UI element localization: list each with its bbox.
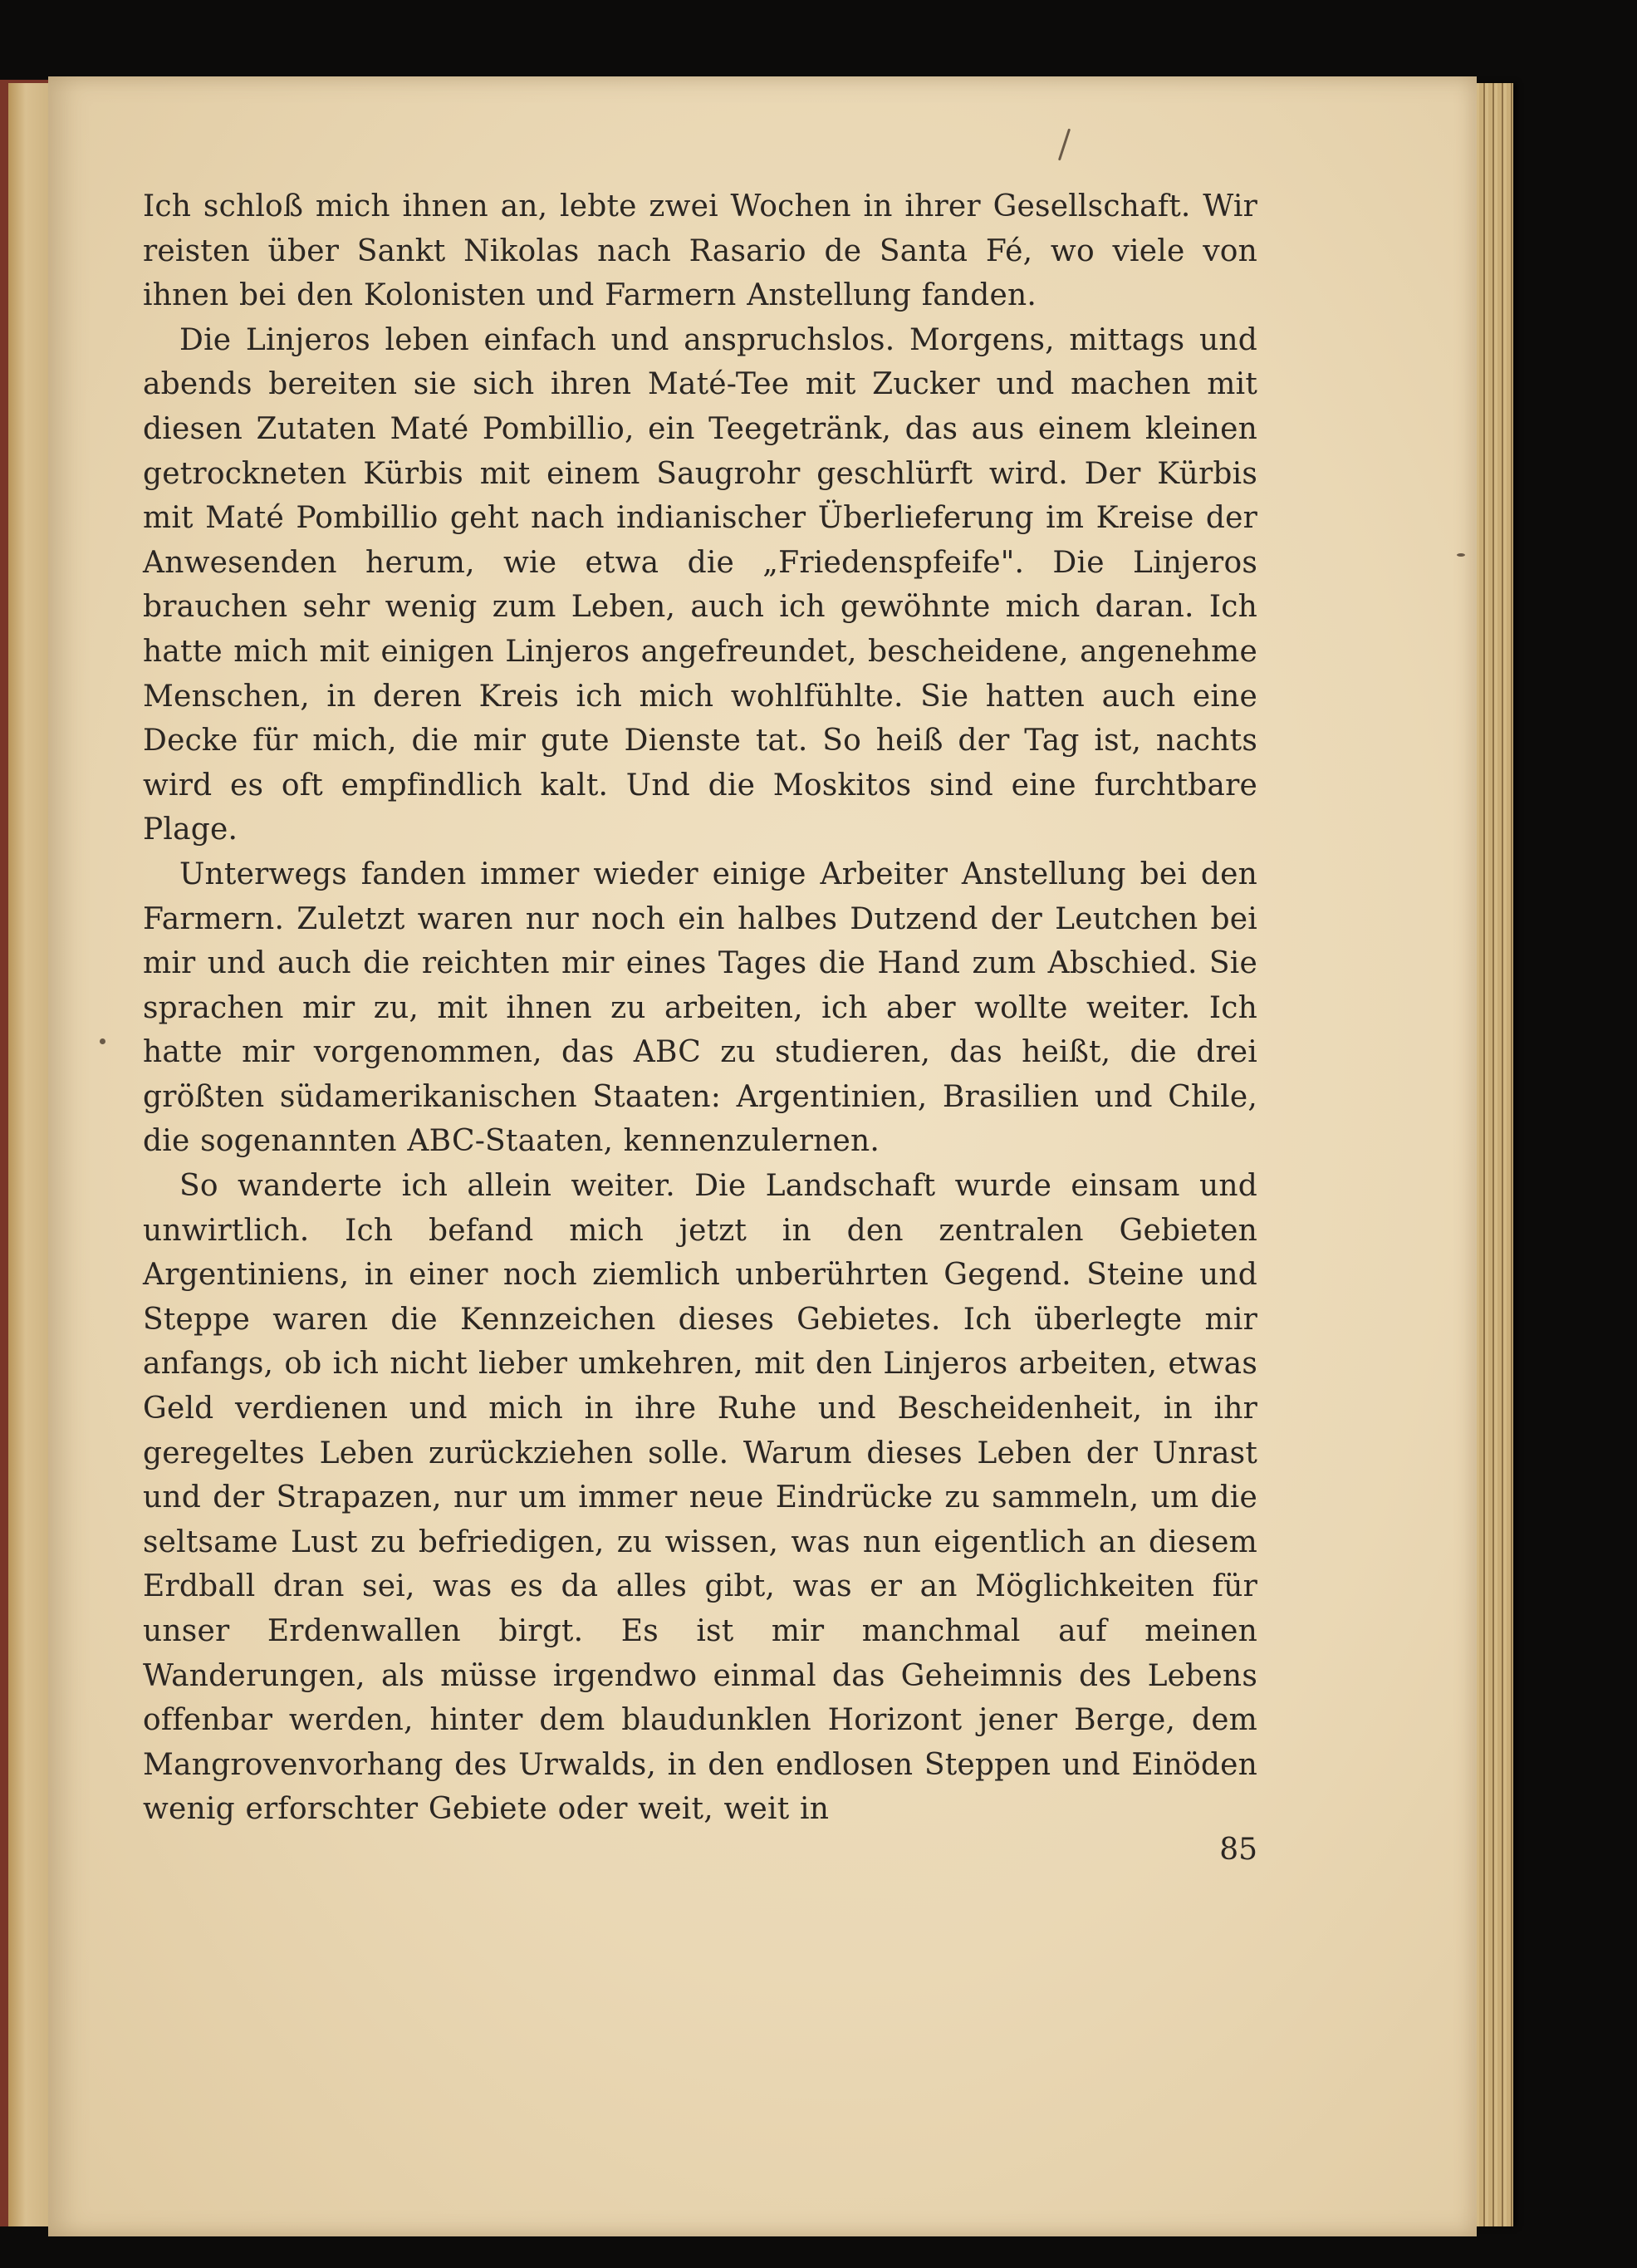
paragraph: Unterwegs fanden immer wieder einige Arbeiter Anstellung bei den Farmern. Zuletzt waren nur noch ein halbes Dutzend der Leutchen bei mir und auch die reichten mir eines Tages die Hand zum Abschied. Sie sprachen mir zu, mit ihnen zu arbeiten, ich aber wollte weiter. Ich hatte mir vorgenommen, das ABC zu studieren, das heißt, die drei größten südamerikanischen Staaten: Argentinien, Brasilien und Chile, die sogenannten ABC-Staaten, kennenzulernen. xyxy=(143,857,1257,1159)
previous-page-edge xyxy=(0,83,51,2226)
page-number: 85 xyxy=(1219,1833,1257,1867)
paragraph: So wanderte ich allein weiter. Die Landschaft wurde einsam und unwirtlich. Ich befand mich jetzt in den zentralen Gebieten Argentiniens, in einer noch ziemlich unberührten Gegend. Steine und Steppe waren die Kennzeichen dieses Gebietes. Ich überlegte mir anfangs, ob ich nicht lieber umkehren, mit den Linjeros arbeiten, etwas Geld verdienen und mich in ihre Ruhe und Bescheidenheit, in ihr geregeltes Leben zurückziehen solle. Warum dieses Leben der Unrast und der Strapazen, nur um immer neue Eindrücke zu sammeln, um die seltsame Lust zu befriedigen, zu wissen, was nun eigentlich an diesem Erdball dran sei, was es da alles gibt, was er an Möglichkeiten für unser Erdenwallen birgt. Es ist mir manchmal auf meinen Wanderungen, als müsse irgendwo einmal das Geheimnis des Lebens offenbar werden, hinter dem blaudunklen Horizont jener Berge, dem Mangrovenvorhang des Urwalds, in den endlosen Steppen und Einöden wenig erforschter Gebiete oder weit, weit in xyxy=(143,1169,1257,1827)
body-text xyxy=(143,184,1257,1832)
ink-mark xyxy=(1058,129,1071,161)
paper-speck xyxy=(1457,553,1465,557)
paragraph: Die Linjeros leben einfach und anspruchslos. Morgens, mittags und abends bereiten sie sich ihren Maté-Tee mit Zucker und machen mit diesen Zutaten Maté Pombillio, ein Teegetränk, das aus einem kleinen getrockneten Kürbis mit einem Saugrohr geschlürft wird. Der Kürbis mit Maté Pombillio geht nach indianischer Überlieferung im Kreise der Anwesenden herum, wie etwa die „Friedenspfeife". Die Linjeros brauchen sehr wenig zum Leben, auch ich gewöhnte mich daran. Ich hatte mich mit einigen Linjeros angefreundet, bescheidene, angenehme Menschen, in deren Kreis ich mich wohlfühlte. Sie hatten auch eine Decke für mich, die mir gute Dienste tat. So heiß der Tag ist, nachts wird es oft empfindlich kalt. Und die Moskitos sind eine furchtbare Plage. xyxy=(143,322,1257,847)
paragraph: Ich schloß mich ihnen an, lebte zwei Wochen in ihrer Gesellschaft. Wir reisten über Sankt Nikolas nach Rasario de Santa Fé, wo viele von ihnen bei den Kolonisten und Farmern Anstellung fanden. xyxy=(143,189,1257,313)
paper-speck xyxy=(100,1038,105,1044)
